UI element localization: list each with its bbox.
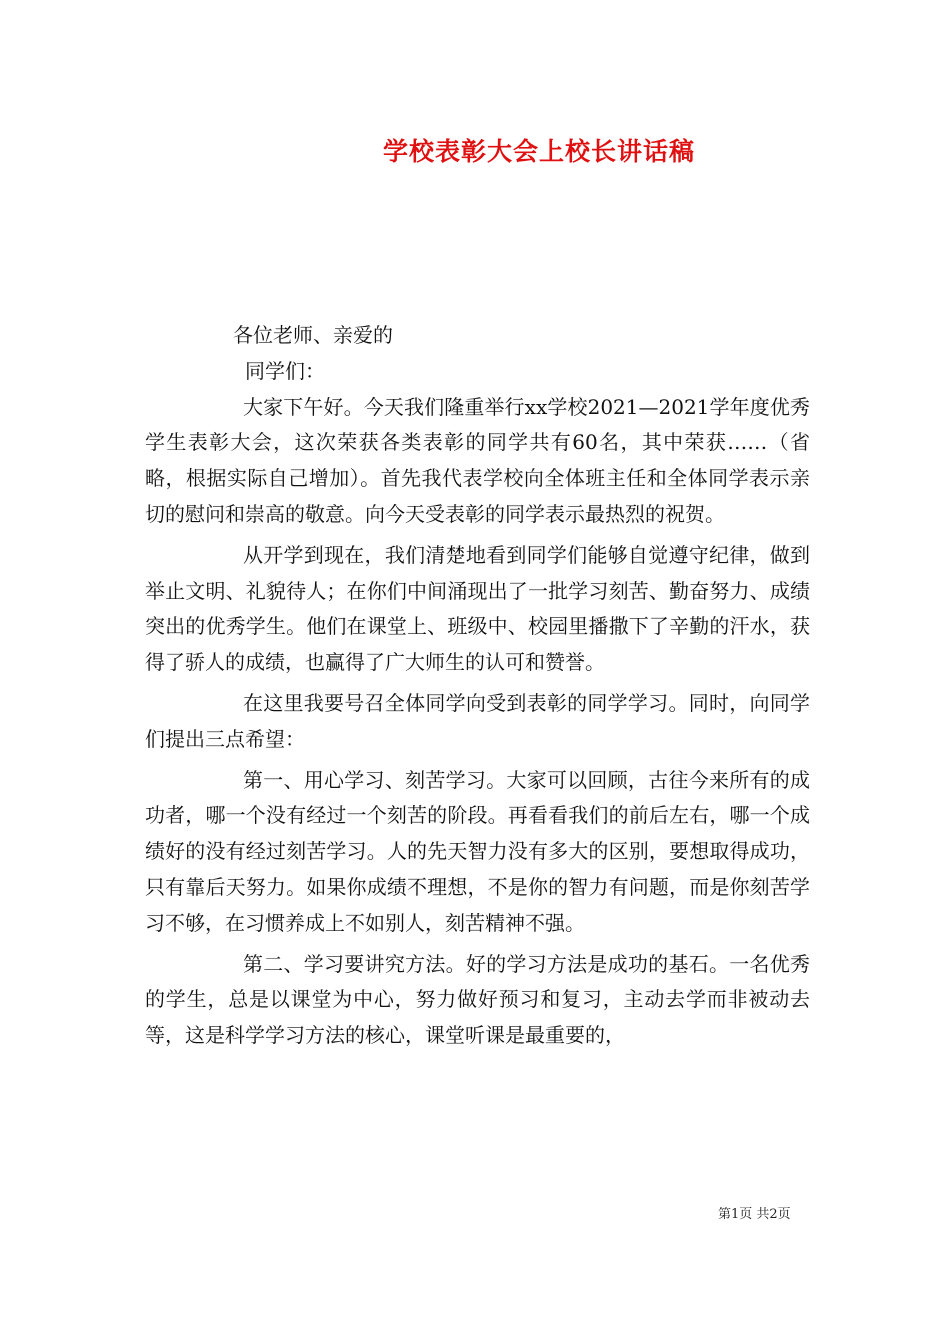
salutation-line-1: 各位老师、亲爱的 [233,323,393,347]
document-body [145,318,810,1059]
document-title: 学校表彰大会上校长讲话稿 [382,137,695,166]
paragraph-achievements: 从开学到现在，我们清楚地看到同学们能够自觉遵守纪律，做到举止文明、礼貌待人；在你们中间涌现出了一批学习刻苦、勤奋努力、成绩突出的优秀学生。他们在课堂上、班级中、校园里播撒下了辛勤的汗水，获得了骄人的成绩，也赢得了广大师生的认可和赞誉。 [145,542,810,675]
page-footer: 第1页 共2页 [718,1207,791,1222]
paragraph-first-hope: 第一、用心学习、刻苦学习。大家可以回顾，古往今来所有的成功者，哪一个没有经过一个刻苦的阶段。再看看我们的前后左右，哪一个成绩好的没有经过刻苦学习。人的先天智力没有多大的区别，要想取得成功，只有靠后天努力。如果你成绩不理想，不是你的智力有问题，而是你刻苦学习不够，在习惯养成上不如别人，刻苦精神不强。 [145,767,810,935]
salutation-line-2: 同学们： [245,358,325,383]
paragraph-second-hope: 第二、学习要讲究方法。好的学习方法是成功的基石。一名优秀的学生，总是以课堂为中心，努力做好预习和复习，主动去学而非被动去等，这是科学学习方法的核心，课堂听课是最重要的， [145,951,810,1048]
paragraph-greeting: 大家下午好。今天我们隆重举行xx学校2021—2021学年度优秀学生表彰大会，这次荣获各类表彰的同学共有60名，其中荣获……（省略，根据实际自己增加）。首先我代表学校向全体班主任和全体同学表示亲切的慰问和崇高的敬意。向今天受表彰的同学表示最热烈的祝贺。 [145,394,810,526]
paragraph-call-to-learn: 在这里我要号召全体同学向受到表彰的同学学习。同时，向同学们提出三点希望： [145,690,810,751]
